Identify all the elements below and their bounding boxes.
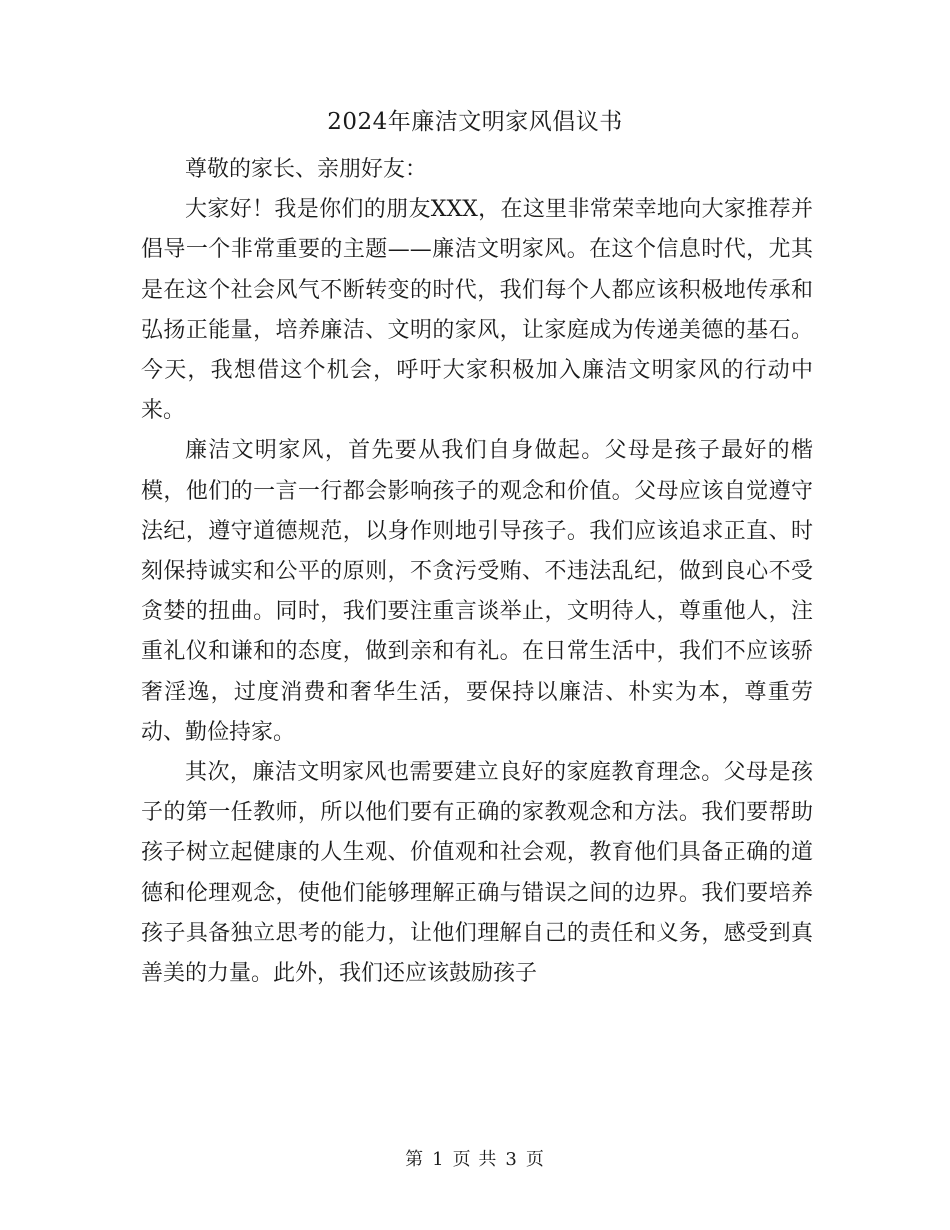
page-prefix: 第 [405, 1149, 425, 1170]
paragraph-intro: 大家好！我是你们的朋友XXX，在这里非常荣幸地向大家推荐并倡导一个非常重要的主题——廉洁文明家风。在这个信息时代，尤其是在这个社会风气不断转变的时代，我们每个人都应该积极地传承和弘扬正能量，培养廉洁、文明的家风，让家庭成为传递美德的基石。今天，我想借这个机会，呼吁大家积极加入廉洁文明家风的行动中来。 [141, 197, 813, 424]
page-current: 1 [432, 1149, 445, 1170]
paragraph-self-discipline: 廉洁文明家风，首先要从我们自身做起。父母是孩子最好的楷模，他们的一言一行都会影响孩子的观念和价值。父母应该自觉遵守法纪，遵守道德规范，以身作则地引导孩子。我们应该追求正直、时刻保持诚实和公平的原则，不贪污受贿、不违法乱纪，做到良心不受贪婪的扭曲。同时，我们要注重言谈举止，文明待人，尊重他人，注重礼仪和谦和的态度，做到亲和有礼。在日常生活中，我们不应该骄奢淫逸，过度消费和奢华生活，要保持以廉洁、朴实为本，尊重劳动、勤俭持家。 [141, 438, 813, 745]
page-suffix: 页 [525, 1149, 545, 1170]
greeting-line: 尊敬的家长、亲朋好友： [185, 157, 428, 182]
document-body [141, 150, 813, 994]
document-title: 2024年廉洁文明家风倡议书 [327, 109, 623, 135]
page-number-footer [0, 1146, 950, 1174]
page-total: 3 [505, 1149, 518, 1170]
paragraph-family-education: 其次，廉洁文明家风也需要建立良好的家庭教育理念。父母是孩子的第一任教师，所以他们要有正确的家教观念和方法。我们要帮助孩子树立起健康的人生观、价值观和社会观，教育他们具备正确的道德和伦理观念，使他们能够理解正确与错误之间的边界。我们要培养孩子具备独立思考的能力，让他们理解自己的责任和义务，感受到真善美的力量。此外，我们还应该鼓励孩子 [141, 760, 813, 987]
page-mid: 页 共 [452, 1149, 498, 1170]
